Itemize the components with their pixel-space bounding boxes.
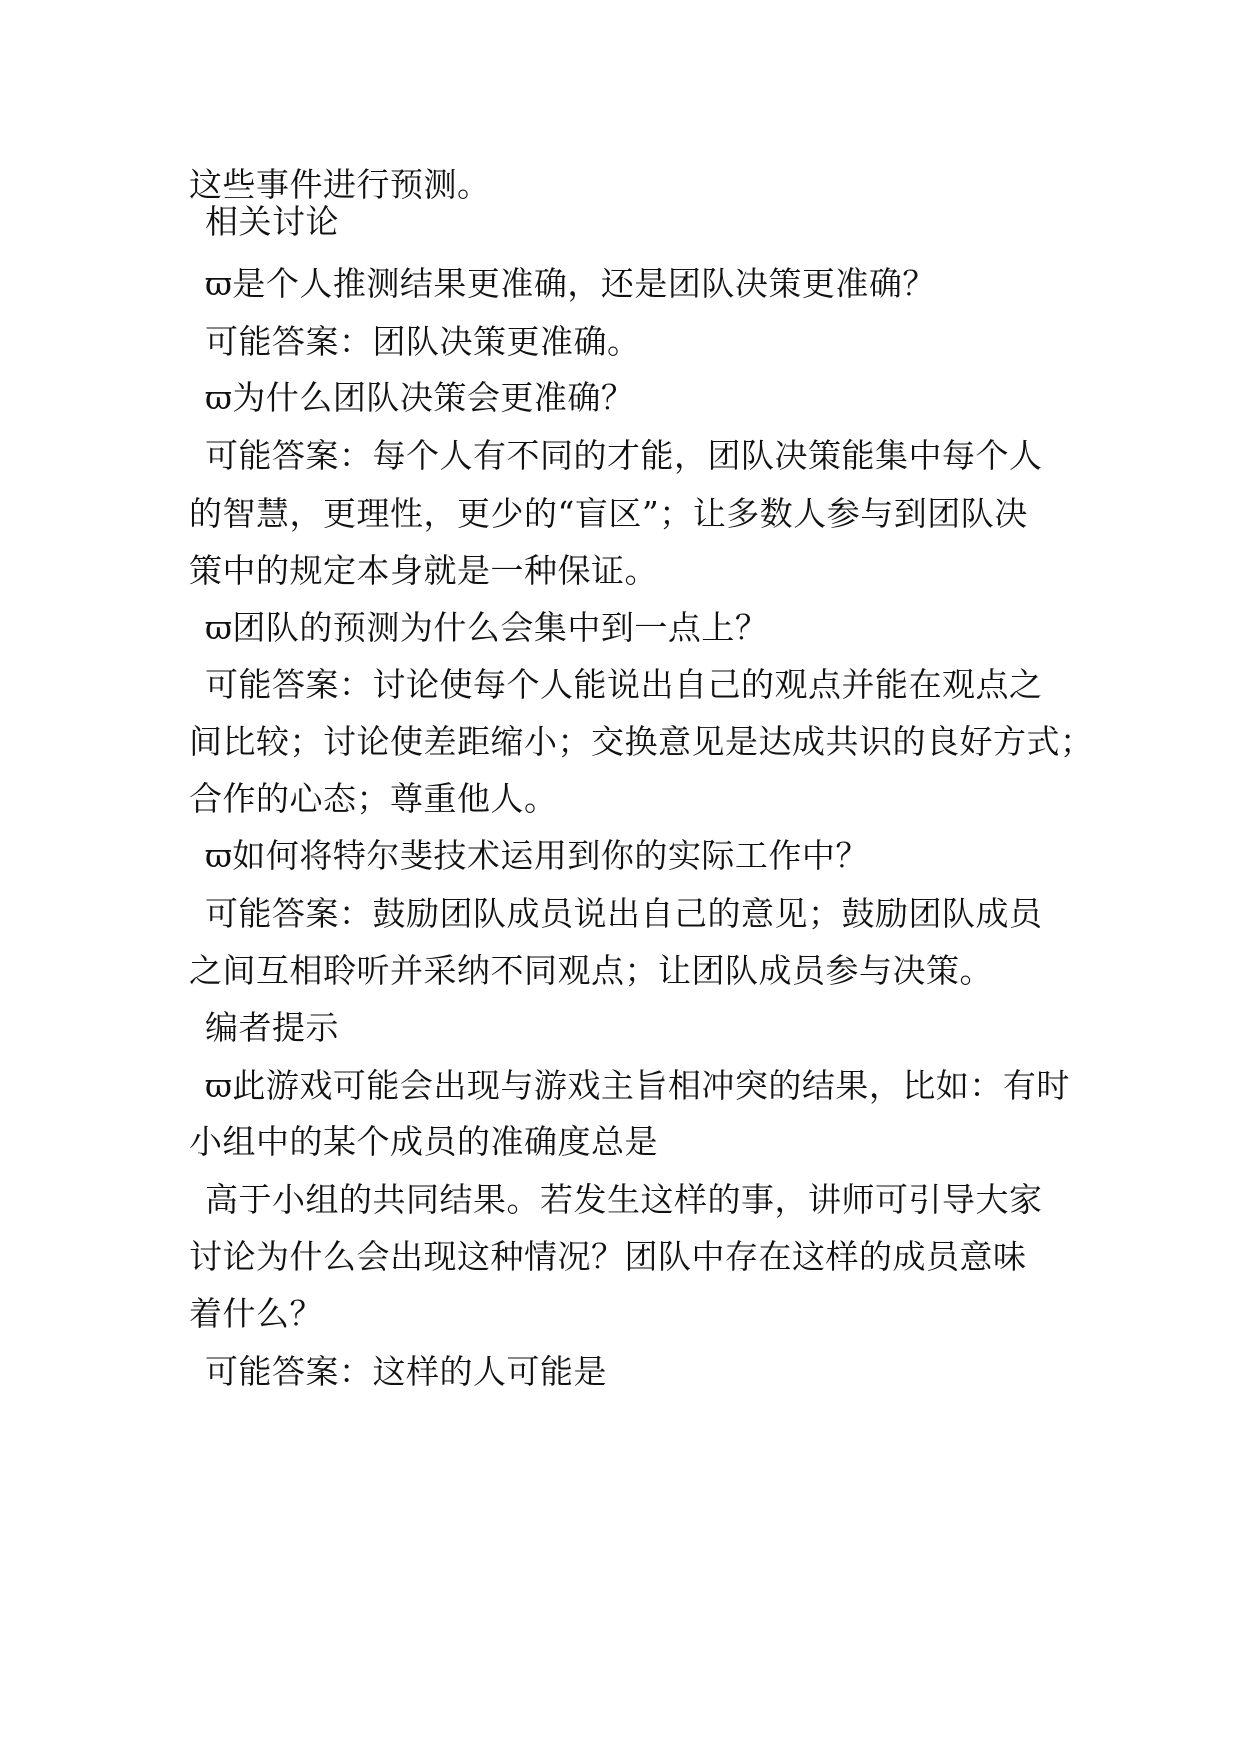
text-line: 策中的规定本身就是一种保证。 <box>189 551 658 590</box>
text-line: 这些事件进行预测。 <box>189 165 491 204</box>
text-line: 着什么？ <box>189 1294 323 1333</box>
text-line: 讨论为什么会出现这种情况？团队中存在这样的成员意味 <box>189 1237 1027 1276</box>
text-line: 小组中的某个成员的准确度总是 <box>189 1122 658 1161</box>
answer-line: 可能答案：团队决策更准确。 <box>205 322 641 361</box>
answer-line: 可能答案：鼓励团队成员说出自己的意见；鼓励团队成员 <box>205 894 1043 933</box>
section-heading-discussion: 相关讨论 <box>205 202 339 241</box>
question-line: ϖ为什么团队决策会更准确？ <box>205 378 635 417</box>
text-line: 高于小组的共同结果。若发生这样的事，讲师可引导大家 <box>205 1180 1043 1219</box>
answer-line: 可能答案：每个人有不同的才能，团队决策能集中每个人 <box>205 436 1043 475</box>
tip-line: ϖ此游戏可能会出现与游戏主旨相冲突的结果，比如：有时 <box>205 1066 1070 1105</box>
text-line: 合作的心态；尊重他人。 <box>189 779 558 818</box>
question-line: ϖ如何将特尔斐技术运用到你的实际工作中？ <box>205 836 869 875</box>
question-line: ϖ是个人推测结果更准确，还是团队决策更准确？ <box>205 264 936 303</box>
text-line: 之间互相聆听并采纳不同观点；让团队成员参与决策。 <box>189 951 993 990</box>
section-heading-editor-tips: 编者提示 <box>205 1008 339 1047</box>
answer-line: 可能答案：这样的人可能是 <box>205 1352 607 1391</box>
answer-line: 可能答案：讨论使每个人能说出自己的观点并能在观点之 <box>205 665 1043 704</box>
question-line: ϖ团队的预测为什么会集中到一点上？ <box>205 608 769 647</box>
text-line: 的智慧，更理性，更少的“盲区”；让多数人参与到团队决 <box>189 494 1028 533</box>
text-line: 间比较；讨论使差距缩小；交换意见是达成共识的良好方式； <box>189 722 1094 761</box>
